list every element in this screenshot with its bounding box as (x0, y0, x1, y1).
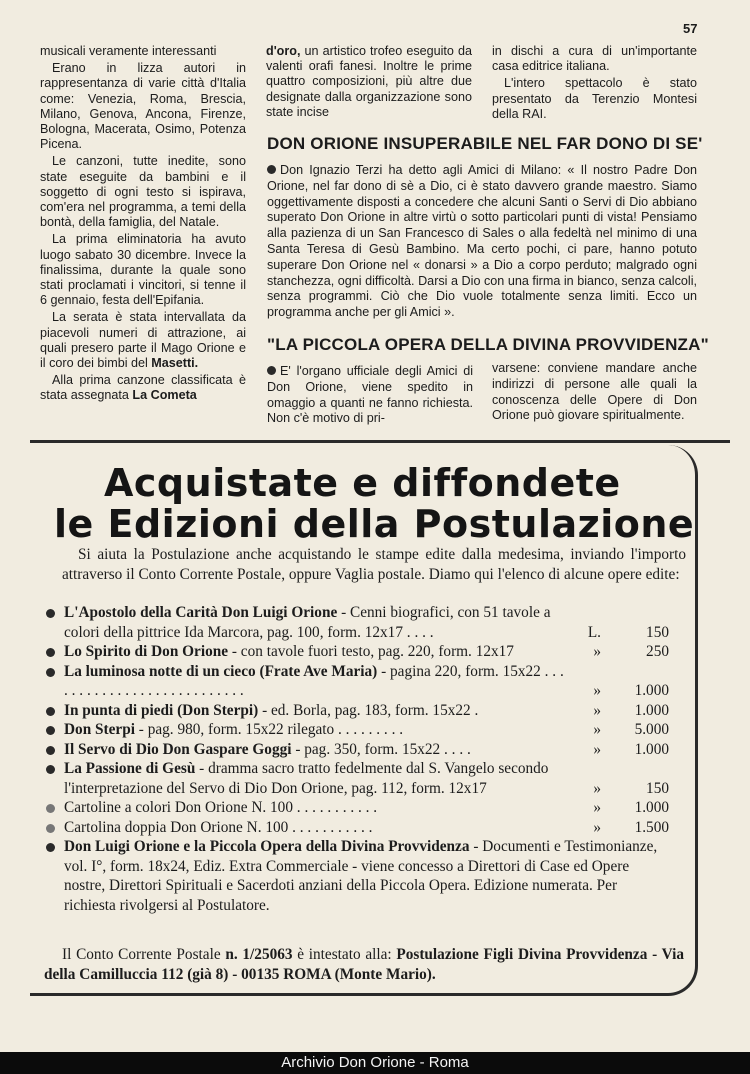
publication-description: Cartoline a colori Don Orione N. 100 . . . . . . . . . . . (64, 799, 378, 816)
bullet-icon (46, 765, 55, 774)
bullet-icon (46, 804, 55, 813)
bullet-icon (46, 824, 55, 833)
publication-price: » 150 (593, 779, 669, 797)
article-body-piccola-left: E' l'organo ufficiale degli Amici di Don Orione, viene spedito in omaggio a quanti ne fanno richiesta. Non c'è motivo di pri- (267, 364, 473, 426)
list-item (44, 720, 669, 740)
paragraph: Erano in lizza autori in rappresentanza di varie città d'Italia come: Venezia, Roma, Brescia, Milano, Genova, Ancona, Firenze, Bologna, Macerata, Osimo, Potenza Picena. (40, 61, 246, 152)
publication-price: » 1.500 (593, 818, 669, 836)
publication-title: L'Apostolo della Carità Don Luigi Orione (64, 604, 338, 621)
column-right (492, 44, 697, 122)
publication-description: - dramma sacro tratto fedelmente dal S. Vangelo secondo l'interpretazione del Servo di Dio Don Orione, pag. 112, form. 12x17 (64, 760, 549, 797)
ad-intro: Si aiuta la Postulazione anche acquistando le stampe edite dalla medesima, inviando l'importo attraverso il Conto Corrente Postale, oppure Vaglia postale. Diamo qui l'elenco di alcune opere edite: (62, 546, 686, 583)
publication-title: Don Sterpi (64, 721, 135, 738)
ad-contact: Il Conto Corrente Postale n. 1/25063 è intestato alla: Postulazione Figli Divina Provvidenza - Via della Camilluccia 112 (già 8) - 00135 ROMA (Monte Mario). (44, 946, 685, 983)
publication-description: - Documenti e Testimonianze, vol. I°, form. 18x24, Ediz. Extra Commerciale - viene concesso a Direttori di Case ed Opere nostre, Direttori Spirituali e Sacerdoti anziani della Piccola Opera. Edizione numerata. Per richiesta rivolgersi al Postulatore. (64, 838, 658, 914)
list-item (44, 759, 669, 798)
list-item (44, 798, 669, 818)
article-body-orione: Don Ignazio Terzi ha detto agli Amici di Milano: « Il nostro Padre Don Orione, nel far dono di sè a Dio, ci è stato davvero grande maestro. Siamo oggettivamente disposti a concedere che alcuni Santi o Servi di Dio abbiano superato Don Orione in altre virtù o sotto particolari punti di vista! Pensiamo alla pazienza di un San Francesco di Sales o alla fedeltà nel minimo di una Santa Teresa di Gesù Bambino. Ma certo pochi, ci pare, hanno potuto superare Don Orione nel « donarsi » a Dio a corpo perduto; malgrado ogni stanchezza, ogni difficoltà. Darsi a Dio con una firma in bianco, senza calcoli, senza programmi. Ciò che Dio vuole totalmente senza limiti. Ecco un programma anche per gli Amici ». (267, 163, 697, 320)
article-heading-piccola-opera: "LA PICCOLA OPERA DELLA DIVINA PROVVIDENZA" (267, 335, 709, 354)
publication-price: » 1.000 (593, 799, 669, 816)
bullet-icon (46, 843, 55, 852)
section-divider (30, 440, 730, 443)
bullet-icon (267, 366, 276, 375)
paragraph: La serata è stata intervallata da piacevoli numeri di attrazione, ai quali presero parte il Mago Orione e il coro dei bimbi del Masetti. (40, 310, 246, 371)
publication-title: La Passione di Gesù (64, 760, 196, 777)
article-heading-orione: DON ORIONE INSUPERABILE NEL FAR DONO DI SE' (267, 134, 703, 153)
ad-title-line2: le Edizioni della Postulazione (54, 502, 695, 546)
publication-title: In punta di piedi (Don Sterpi) (64, 701, 259, 719)
bullet-icon (46, 707, 55, 716)
bullet-icon (46, 726, 55, 735)
page-number: 57 (683, 21, 698, 36)
paragraph: La prima eliminatoria ha avuto luogo sabato 30 dicembre. Invece la finalissima, durante la quale sono stati proclamati i vincitori, si tenne il 6 gennaio, festa dell'Epifania. (40, 232, 246, 308)
publication-price: » 1.000 (593, 701, 669, 719)
list-item (44, 662, 669, 701)
column-left (40, 44, 246, 404)
list-item (44, 740, 669, 760)
bullet-icon (46, 668, 55, 677)
publication-description: - pagina 220, form. 15x22 . . . . . . . . . . . . . . . . . . . . . . . . . . . (64, 662, 564, 699)
publication-price: » 1.000 (593, 740, 669, 758)
list-item (44, 603, 669, 642)
bullet-icon (267, 165, 276, 174)
publication-price: L. 150 (587, 623, 669, 641)
bullet-icon (46, 609, 55, 618)
publication-description: - con tavole fuori testo, pag. 220, form. 12x17 (228, 643, 514, 660)
paragraph: musicali veramente interessanti (40, 44, 217, 58)
column-middle (266, 44, 472, 120)
archive-footer: Archivio Don Orione - Roma (0, 1052, 750, 1074)
paragraph: Le canzoni, tutte inedite, sono state eseguite da bambini e il soggetto di ogni testo si ispirava, com'era nel programma, a temi della bontà, della famiglia, del Natale. (40, 154, 246, 230)
publication-list (44, 603, 669, 915)
ad-title-line1: Acquistate e diffondete (104, 461, 621, 505)
publication-title: Il Servo di Dio Don Gaspare Goggi (64, 740, 292, 758)
publication-price: » 5.000 (593, 721, 669, 738)
publication-description: Cartolina doppia Don Orione N. 100 . . . . . . . . . . . (64, 818, 373, 836)
paragraph: L'intero spettacolo è stato presentato da Terenzio Montesi della RAI. (492, 76, 697, 121)
bullet-icon (46, 746, 55, 755)
article-body-piccola-right: varsene: conviene mandare anche indirizzi di persone alle quali la conoscenza delle Opere di Don Orione può giovare spiritualmente. (492, 361, 697, 423)
publication-price: » 1.000 (593, 682, 669, 699)
paragraph: d'oro, un artistico trofeo eseguito da valenti orafi fanesi. Inoltre le prime quattro composizioni, più altre due designate dalla organizzazione sono state incise (266, 44, 472, 119)
publication-description: - ed. Borla, pag. 183, form. 15x22 . (258, 701, 479, 719)
publication-title: La luminosa notte di un cieco (Frate Ave Maria) (64, 662, 378, 680)
publication-description: - pag. 980, form. 15x22 rilegato . . . . . . . . . (134, 721, 404, 738)
paragraph: Alla prima canzone classificata è stata assegnata La Cometa (40, 373, 246, 403)
publication-description: - pag. 350, form. 15x22 . . . . (291, 740, 471, 758)
publication-title: Don Luigi Orione e la Piccola Opera della Divina Provvidenza (64, 838, 470, 855)
publication-price: » 250 (593, 643, 669, 660)
publication-description: - Cenni biografici, con 51 tavole a colori della pittrice Ida Marcora, pag. 100, form. 12x17 . . . . (64, 604, 551, 641)
list-item (44, 818, 669, 838)
list-item (44, 701, 669, 721)
paragraph: in dischi a cura di un'importante casa editrice italiana. (492, 44, 697, 74)
bullet-icon (46, 648, 55, 657)
list-item (44, 837, 669, 915)
list-item (44, 642, 669, 662)
publication-title: Lo Spirito di Don Orione (64, 643, 229, 660)
